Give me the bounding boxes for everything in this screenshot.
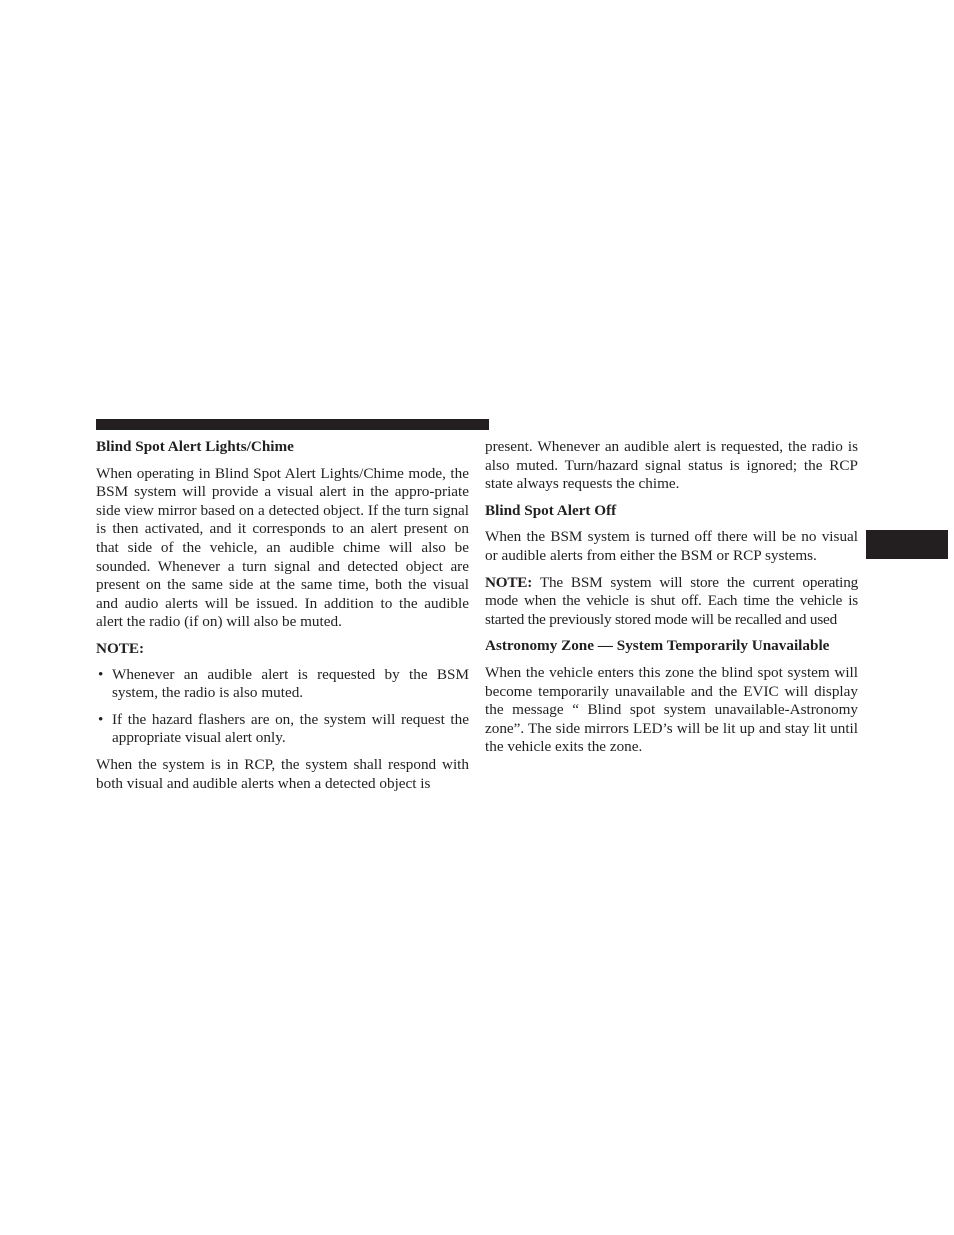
list-item [96, 666, 469, 703]
left-column [96, 438, 469, 801]
note-paragraph [485, 574, 858, 630]
note-bullet-list [96, 666, 469, 748]
bullet-icon: • [98, 665, 104, 683]
heading-alert-off: Blind Spot Alert Off [485, 501, 617, 519]
note-label: NOTE: [96, 639, 145, 657]
heading-lights-chime: Blind Spot Alert Lights/Chime [96, 438, 294, 455]
bullet-icon: • [98, 710, 104, 728]
heading-astronomy-zone: Astronomy Zone — System Temporarily Unavailable [485, 637, 830, 655]
right-column [485, 438, 858, 765]
paragraph-alert-off: When the BSM system is turned off there will be no visual or audible alerts from either the BSM or RCP systems. [485, 528, 858, 564]
list-item [96, 711, 469, 748]
list-item-text: If the hazard flashers are on, the system will request the appropriate visual alert only. [112, 710, 469, 747]
paragraph-rcp-end: present. Whenever an audible alert is requested, the radio is also muted. Turn/hazard signal status is ignored; the RCP state always requests the chime. [485, 438, 858, 493]
chapter-tab [866, 530, 948, 559]
note-label: NOTE: [485, 573, 533, 591]
list-item-text: Whenever an audible alert is requested by the BSM system, the radio is also muted. [112, 665, 469, 702]
note-text: The BSM system will store the current operating mode when the vehicle is shut off. Each time the vehicle is started the previously stored mode will be recalled and used [485, 573, 858, 628]
paragraph-astronomy-zone: When the vehicle enters this zone the blind spot system will become temporarily unavailable and the EVIC will display the message “ Blind spot system unavailable-Astronomy zone”. The side mirrors LED’s will be lit up and stay lit until the vehicle exits the zone. [485, 663, 858, 756]
paragraph-rcp-start: When the system is in RCP, the system shall respond with both visual and audible alerts when a detected object is [96, 755, 469, 792]
paragraph-lights-chime: When operating in Blind Spot Alert Lights/Chime mode, the BSM system will provide a visual alert in the appro-priate side view mirror based on a detected object. If the turn signal is then activated, and it corresponds to an alert present on that side of the vehicle, an audible chime will also be sounded. Whenever a turn signal and detected object are present on the same side at the same time, both the visual and audio alerts will be issued. In addition to the audible alert the radio (if on) will also be muted. [96, 464, 469, 631]
section-header-bar [96, 419, 489, 430]
